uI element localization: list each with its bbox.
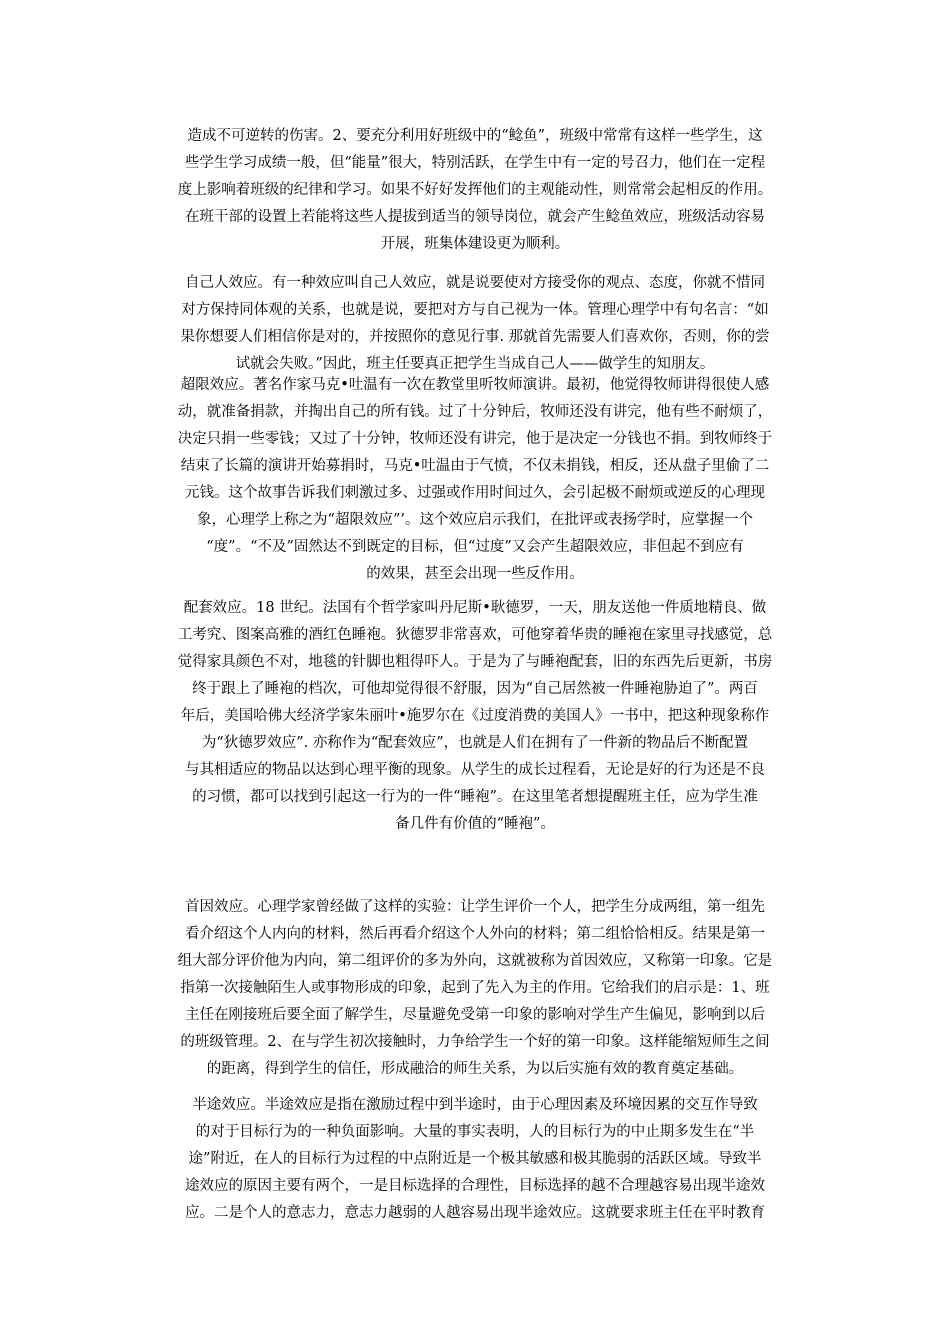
text-line: 终于跟上了睡袍的档次，可他却觉得很不舒服，因为“自己居然被一件睡袍胁迫了”。两百 [192, 681, 758, 697]
text-line: 自己人效应。有一种效应叫自己人效应，就是说要使对方接受你的观点、态度，你就不惜同 [185, 275, 765, 291]
text-line: 结束了长篇的演讲开始募捐时，马克•吐温由于气愤，不仅未捐钱，相反，还从盘子里偷了二 [180, 458, 770, 474]
text-line: 些学生学习成绩一般，但“能量”很大，特别活跃，在学生中有一定的号召力，他们在一定程 [184, 155, 766, 171]
text-line: “度”。“不及”固然达不到既定的目标，但“过度”又会产生超限效应，非但起不到应有 [206, 539, 744, 555]
text-line: 对方保持同体观的关系，也就是说，要把对方与自己视为一体。管理心理学中有句名言：“如 [181, 302, 769, 318]
text-line: 动，就准备捐款，并掏出自己的所有钱。过了十分钟后，牧师还没有讲完，他有些不耐烦了， [177, 404, 773, 420]
text-line: 的习惯，都可以找到引起这一行为的一件“睡袍”。在这里笔者想提醒班主任，应为学生准 [192, 789, 758, 805]
text-line: 备几件有价值的“睡袍”。 [395, 816, 555, 832]
text-line: 的对于目标行为的一种负面影响。大量的事实表明，人的目标行为的中止期多发生在“半 [195, 1124, 755, 1140]
text-line: 试就会失败。”因此，班主任要真正把学生当成自己人——做学生的知朋友。 [235, 356, 715, 372]
text-line: 配套效应。18 世纪。法国有个哲学家叫丹尼斯•耿德罗，一天，朋友送他一件质地精良、做 [183, 600, 767, 616]
text-line: 应。二是个人的意志力，意志力越弱的人越容易出现半途效应。这就要求班主任在平时教育 [185, 1205, 765, 1221]
text-line: 超限效应。著名作家马克•吐温有一次在教堂里听牧师演讲。最初，他觉得牧师讲得很使人感 [180, 377, 770, 393]
text-line: 觉得家具颜色不对，地毯的针脚也粗得吓人。于是为了与睡袍配套，旧的东西先后更新，书房 [177, 654, 773, 670]
text-line: 决定只捐一些零钱；又过了十分钟，牧师还没有讲完，他于是决定一分钱也不捐。到牧师终于 [177, 431, 773, 447]
text-line: 的效果，甚至会出现一些反作用。 [366, 566, 584, 582]
text-line: 果你想要人们相信你是对的，并按照你的意见行事. 那就首先需要人们喜欢你，否则，你的尝 [180, 329, 770, 345]
text-line: 主任在刚接班后要全面了解学生，尽量避免受第一印象的影响对学生产生偏见，影响到以后 [185, 1007, 765, 1023]
text-line: 的距离，得到学生的信任，形成融洽的师生关系，为以后实施有效的教育奠定基础。 [206, 1061, 744, 1077]
text-line: 开展，班集体建设更为顺利。 [380, 236, 570, 252]
text-line: 指第一次接触陌生人或事物形成的印象，起到了先入为主的作用。它给我们的启示是：1、班 [180, 980, 770, 996]
text-line: 在班干部的设置上若能将这些人提拔到适当的领导岗位，就会产生鲶鱼效应，班级活动容易 [185, 209, 765, 225]
text-line: 为“狄德罗效应”. 亦称作为“配套效应”，也就是人们在拥有了一件新的物品后不断配置 [201, 735, 749, 751]
text-line: 首因效应。心理学家曾经做了这样的实验：让学生评价一个人，把学生分成两组，第一组先 [185, 899, 765, 915]
text-line: 工考究、图案高雅的酒红色睡袍。狄德罗非常喜欢，可他穿着华贵的睡袍在家里寻找感觉，总 [177, 627, 773, 643]
text-line: 象，心理学上称之为“超限效应”’。这个效应启示我们，在批评或表扬学时，应掌握一个 [197, 512, 753, 528]
text-line: 元钱。这个故事告诉我们刺激过多、过强或作用时间过久，会引起极不耐烦或逆反的心理现 [185, 485, 765, 501]
text-line: 途”附近，在人的目标行为过程的中点附近是一个极其敏感和极其脆弱的活跃区域。导致半 [188, 1151, 762, 1167]
text-line: 途效应的原因主要有两个，一是目标选择的合理性，目标选择的越不合理越容易出现半途效 [185, 1178, 765, 1194]
text-line: 与其相适应的物品以达到心理平衡的现象。从学生的成长过程看，无论是好的行为还是不良 [185, 762, 765, 778]
text-line: 组大部分评价他为内向，第二组评价的多为外向，这就被称为首因效应，又称第一印象。它是 [177, 953, 773, 969]
text-line: 造成不可逆转的伤害。2、要充分利用好班级中的“鲶鱼”，班级中常常有这样一些学生，这 [187, 128, 763, 144]
text-line: 的班级管理。2、在与学生初次接触时，力争给学生一个好的第一印象。这样能缩短师生之间 [180, 1034, 770, 1050]
text-line: 看介绍这个人内向的材料，然后再看介绍这个人外向的材料；第二组恰恰相反。结果是第一 [185, 926, 765, 942]
text-line: 度上影响着班级的纪律和学习。如果不好好发挥他们的主观能动性，则常常会起相反的作用。 [177, 182, 773, 198]
text-line: 年后，美国哈佛大经济学家朱丽叶•施罗尔在《过度消费的美国人》一书中，把这种现象称作 [180, 708, 770, 724]
text-line: 半途效应。半途效应是指在激励过程中到半途时，由于心理因素及环境因累的交互作导致 [192, 1097, 758, 1113]
